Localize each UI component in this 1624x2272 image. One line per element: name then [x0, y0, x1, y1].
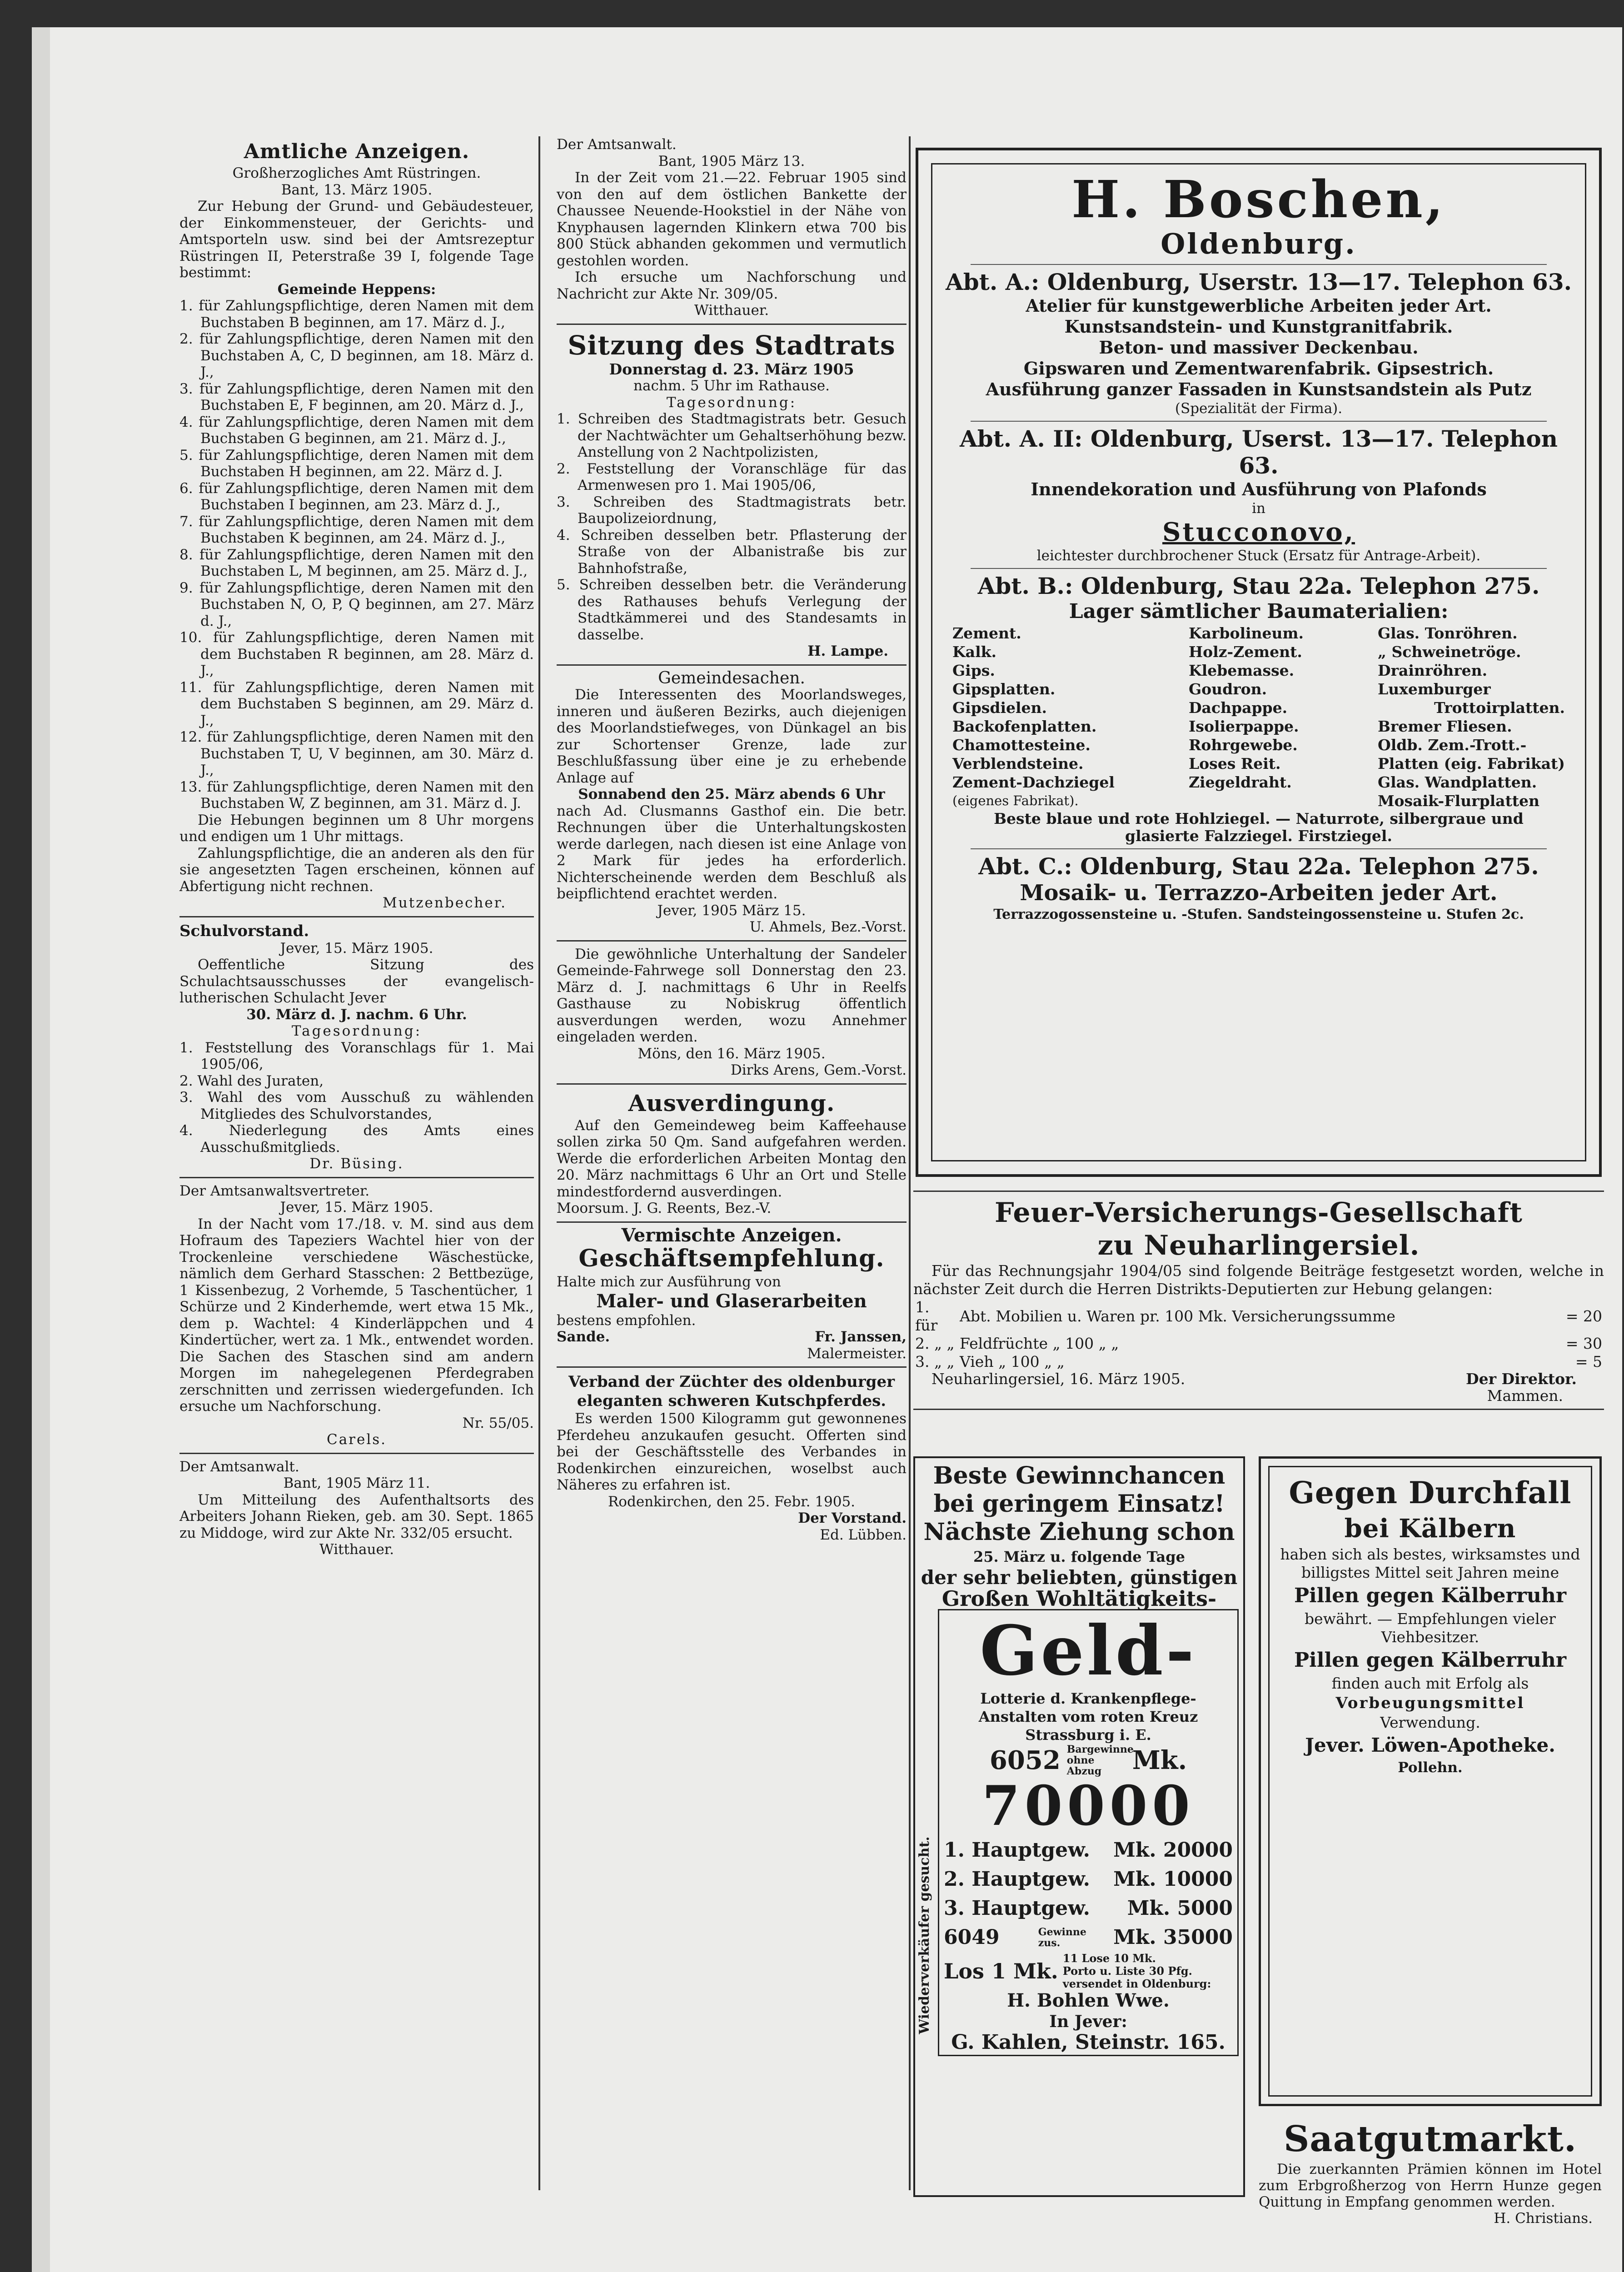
- gesch-role: Malermeister.: [807, 1345, 907, 1362]
- stadtrat-date: Donnerstag d. 23. März 1905: [609, 360, 854, 378]
- gemeinde-heppens: Gemeinde Heppens:: [277, 281, 436, 298]
- list-item: Glas. Tonröhren.: [1377, 624, 1518, 642]
- anwalt2-text: Um Mitteilung des Aufenthaltsorts des Arbeiters Johann Rieken, geb. am 30. Sept. 1865 zu Middoge, wird zur Akte Nr. 332/05 ersucht.: [179, 1491, 534, 1541]
- feuer-date: Neuharlingersiel, 16. März 1905.: [932, 1370, 1186, 1388]
- schul-agenda-label: Tagesordnung:: [291, 1023, 422, 1039]
- list-item: Dachpappe.: [1188, 699, 1288, 717]
- table-cell: 2. „ „: [915, 1335, 955, 1352]
- list-item: Klebemasse.: [1188, 662, 1295, 679]
- ad-in: in: [1252, 500, 1265, 517]
- gemeinde-text2: nach Ad. Clusmanns Gasthof ein. Die betr. Rechnungen über die Unterhaltungskosten werde darlegen, nach diesen ist eine Anlage von 2 Mark für jedes ha erforderlich. Nichterscheinende werden dem Beschluß als beipflichtend erachtet werden.: [557, 802, 907, 902]
- gesch-place: Sande.: [557, 1329, 610, 1345]
- sandel-text: Die gewöhnliche Unterhaltung der Sandeler Gemeinde-Fahrwege soll Donnerstag den 23. März d. J. nachmittags 6 Uhr in Reelfs Gasthause zu Nobiskrug öffentlich ausverdungen werden, wozu Annehmer eingeladen werden.: [557, 946, 907, 1045]
- list-item: 2. Wahl des Juraten,: [179, 1072, 324, 1089]
- ad-foot: Terrazzogossensteine u. -Stufen. Sandsteingossensteine u. Stufen 2c.: [993, 907, 1524, 922]
- anwalt2-heading: Der Amtsanwalt.: [179, 1458, 299, 1475]
- gemeindesachen-heading: Gemeindesachen.: [658, 668, 805, 688]
- lot-side-label-wrap: [913, 1749, 936, 2122]
- durchfall-text5: Verwendung.: [1380, 1714, 1480, 1731]
- list-item: 10. für Zahlungspflichtige, deren Namen mit dem Buchstaben R beginnen, am 28. März d. J.,: [179, 629, 534, 679]
- durchfall-signature: Pollehn.: [1398, 1759, 1463, 1776]
- verband-signature1: Der Vorstand.: [798, 1510, 907, 1526]
- list-item: Platten (eig. Fabrikat): [1377, 755, 1565, 772]
- list-item: [944, 1894, 1233, 1923]
- divider: [913, 1409, 1604, 1410]
- prize-value: Mk. 10000: [1113, 1868, 1233, 1891]
- list-item: Luxemburger: [1377, 680, 1491, 698]
- ad-line: Beton- und massiver Deckenbau.: [1099, 337, 1419, 358]
- divider: [557, 664, 907, 666]
- column-rule: [538, 136, 540, 2190]
- anwalt3-date: Bant, 1905 März 13.: [658, 153, 805, 169]
- amtliche-anzeigen-heading: Amtliche Anzeigen.: [244, 140, 470, 163]
- feuer-signature2: Mammen.: [1487, 1386, 1563, 1405]
- schul-date: Jever, 15. März 1905.: [280, 940, 433, 957]
- anwalt3-text2: Ich ersuche um Nachforschung und Nachricht zur Akte Nr. 309/05.: [557, 269, 907, 302]
- lot-prizes: [944, 1836, 1233, 1952]
- table-cell: = 5: [1575, 1353, 1602, 1370]
- materials-col-2: [1189, 624, 1304, 810]
- lot-side-label: Wiederverkäufer gesucht.: [917, 1836, 932, 2034]
- durchfall-text1: haben sich als bestes, wirksamstes und billigstes Mittel seit Jahren meine: [1280, 1545, 1580, 1581]
- list-item: „ Schweinetröge.: [1377, 643, 1521, 661]
- geschaeftsempfehlung-heading: Geschäftsempfehlung.: [578, 1245, 885, 1272]
- list-item: Zement-Dachziegel: [952, 773, 1115, 791]
- durchfall-apotheke: Jever. Löwen-Apotheke.: [1305, 1734, 1555, 1756]
- ad-inner-frame: [931, 163, 1586, 1161]
- gesch-name: Fr. Janssen,: [815, 1329, 907, 1345]
- amt-line: Großherzogliches Amt Rüstringen.: [232, 165, 481, 181]
- list-item: 4. Schreiben desselben betr. Pflasterung der Straße von der Albanistraße bis zur Bahnhofstraße,: [557, 527, 907, 577]
- prize-note: Gewinne zus.: [1038, 1926, 1086, 1949]
- anwalt1-date: Jever, 15. März 1905.: [280, 1199, 433, 1216]
- page-content: [179, 136, 1604, 2227]
- divider: [971, 264, 1547, 265]
- ad-line: Innendekoration und Ausführung von Plafonds: [1031, 479, 1487, 499]
- durchfall-text2: bewährt. — Empfehlungen vieler Viehbesitzer.: [1305, 1610, 1556, 1646]
- list-item: Rohrgewebe.: [1188, 736, 1298, 754]
- lot-line5: der sehr beliebten, günstigen: [921, 1566, 1238, 1589]
- feuer-footer: [913, 1371, 1604, 1388]
- feuer-versicherung-notice: [913, 1186, 1604, 1415]
- sandel-signature: Dirks Arens, Gem.-Vorst.: [730, 1062, 907, 1078]
- list-item: 4. Niederlegung des Amts eines Ausschußmitglieds.: [179, 1122, 534, 1156]
- feuer-intro: Für das Rechnungsjahr 1904/05 sind folgende Beiträge festgesetzt worden, welche in nächster Zeit durch die Herren Distrikts-Deputierten zur Hebung gelangen:: [913, 1262, 1604, 1298]
- lot-line7: Lotterie d. Krankenpflege-: [980, 1690, 1196, 1707]
- list-item: 1. Schreiben des Stadtmagistrats betr. Gesuch der Nachtwächter um Gehaltserhöhung bezw. Anstellung von 2 Nachtpolizisten,: [557, 411, 907, 460]
- boschen-city: Oldenburg.: [1161, 227, 1357, 260]
- stadtrat-agenda-label: Tagesordnung:: [666, 394, 797, 411]
- list-item: [944, 1836, 1233, 1865]
- list-item: 3. Wahl des vom Ausschuß zu wählenden Mitgliedes des Schulvorstandes,: [179, 1089, 534, 1122]
- lot-mk: Mk.: [1132, 1745, 1187, 1775]
- durchfall-title: Gegen Durchfall: [1289, 1475, 1572, 1510]
- saatgut-notice: [1259, 2118, 1602, 2227]
- list-item: Verblendsteine.: [952, 755, 1084, 772]
- anwalt1-signature: Carels.: [326, 1431, 387, 1448]
- divider: [971, 421, 1547, 422]
- lot-note: 11 Lose 10 Mk.: [1062, 1952, 1156, 1965]
- lot-main-prize: 70000: [982, 1774, 1195, 1838]
- lot-los-row: [944, 1952, 1233, 1990]
- hebung-signature: Mutzenbecher.: [383, 895, 507, 911]
- lot-los: Los 1 Mk.: [944, 1959, 1058, 1983]
- lot-kahlen: G. Kahlen, Steinstr. 165.: [951, 2031, 1225, 2054]
- list-item: [944, 1865, 1233, 1894]
- ad-note: leichtester durchbrochener Stuck (Ersatz für Antrage-Arbeit).: [1036, 548, 1481, 564]
- table-cell: Vieh „ 100 „ „: [960, 1353, 1065, 1370]
- list-item: Ziegeldraht.: [1188, 773, 1292, 791]
- durchfall-text3: finden auch mit Erfolg als: [1331, 1674, 1529, 1692]
- stadtrat-signature: H. Lampe.: [807, 643, 888, 659]
- gemeinde-text: Die Interessenten des Moorlandsweges, inneren und äußeren Bezirks, auch diejenigen des Moorlandstiefweges, von Dünkagel an bis zur Schortenser Grenze, lade zur Beschlußfassung über eine je zu erhebende Anlage auf: [557, 687, 907, 786]
- list-item: Karbolineum.: [1188, 624, 1304, 642]
- abt-a: Abt. A.: Oldenburg, Userstr. 13—17. Telephon 63.: [945, 269, 1572, 295]
- divider: [971, 568, 1547, 569]
- gesch-signature-row: [557, 1329, 907, 1345]
- list-item: 4. für Zahlungspflichtige, deren Namen mit dem Buchstaben G beginnen, am 21. März d. J.,: [179, 414, 534, 447]
- list-item: 7. für Zahlungspflichtige, deren Namen mit dem Buchstaben K beginnen, am 24. März d. J.,: [179, 513, 534, 546]
- list-item: Isolierpappe.: [1188, 717, 1299, 735]
- list-item: 3. Schreiben des Stadtmagistrats betr. Baupolizeiordnung,: [557, 493, 907, 527]
- table-cell: = 20: [1565, 1307, 1602, 1325]
- prize-value: Mk. 5000: [1127, 1897, 1233, 1920]
- table-row: [913, 1353, 1604, 1371]
- divider: [557, 1221, 907, 1223]
- column-rule: [909, 136, 911, 2190]
- prize-value: Mk. 35000: [1113, 1926, 1233, 1949]
- list-item: Loses Reit.: [1188, 755, 1281, 772]
- divider: [179, 916, 534, 917]
- table-cell: Feldfrüchte „ 100 „ „: [960, 1335, 1119, 1352]
- lotterie-advertisement: [913, 1456, 1245, 2197]
- feuer-signature1: Der Direktor.: [1466, 1370, 1577, 1388]
- lot-line8: Anstalten vom roten Kreuz: [978, 1708, 1198, 1725]
- gemeinde-date: Jever, 1905 März 15.: [657, 902, 806, 919]
- abt-b: Abt. B.: Oldenburg, Stau 22a. Telephon 275.: [977, 573, 1540, 599]
- gesch-text: Halte mich zur Ausführung von: [557, 1274, 781, 1290]
- divider: [557, 324, 907, 325]
- list-item: [944, 1923, 1233, 1952]
- saatgut-title: Saatgutmarkt.: [1283, 2118, 1577, 2160]
- list-item: 3. für Zahlungspflichtige, deren Namen mit den Buchstaben E, F beginnen, am 20. März d. J.,: [179, 380, 534, 414]
- list-item: Oldb. Zem.-Trott.-: [1377, 736, 1527, 754]
- hebung-note: Zahlungspflichtige, die an anderen als den für sie angesetzten Tagen erscheinen, können auf Abfertigung nicht rechnen.: [179, 845, 534, 895]
- gesch-text2: bestens empfohlen.: [557, 1312, 696, 1329]
- anwalt2-signature: Witthauer.: [319, 1541, 394, 1558]
- ausverdingung-heading: Ausverdingung.: [628, 1089, 835, 1116]
- prize-label: 6049: [944, 1926, 1000, 1949]
- feuer-title2: zu Neuharlingersiel.: [1097, 1230, 1420, 1261]
- prize-label: 1. Hauptgew.: [944, 1839, 1090, 1862]
- list-item-note: (eigenes Fabrikat).: [952, 793, 1079, 808]
- divider: [557, 940, 907, 942]
- divider: [179, 1177, 534, 1178]
- anwalt3-text: In der Zeit vom 21.—22. Februar 1905 sind von den auf dem östlichen Bankette der Chaussee Neuende-Hookstiel in der Nähe von Knyphausen lagernden Klinkern etwa 700 bis 800 Stück abhanden gekommen und vermutlich gestohlen worden.: [557, 169, 907, 269]
- saatgut-signature: H. Christians.: [1494, 2210, 1593, 2227]
- schulvorstand-heading: Schulvorstand.: [179, 922, 309, 940]
- list-item: 5. Schreiben desselben betr. die Veränderung des Rathauses behufs Verlegung der Stadtkämmerei und des Standesamts in dasselbe.: [557, 577, 907, 643]
- list-item: Gips.: [952, 662, 995, 679]
- anwalt1-text: In der Nacht vom 17./18. v. M. sind aus dem Hofraum des Tapeziers Wachtel hier von der Trockenleine verschiedene Wäschestücke, nämlich dem Gerhard Stasschen: 2 Bettbezüge, 1 Kissenbezug, 2 Vorhemde, 5 Taschentücher, 1 Schürze und 2 Kinderhemde, wert etwa 15 Mk., dem p. Wachtel: 4 Kinderläppchen und 4 Kindertücher, wert za. 1 Mk., entwendet worden. Die Sachen des Staschen sind am andern Morgen im nahegelegenen Pferdegraben zerschnitten und zerrissen wiedergefunden. Ich ersuche um Nachforschung.: [179, 1216, 534, 1415]
- list-item: 13. für Zahlungspflichtige, deren Namen mit den Buchstaben W, Z beginnen, am 31. März d. J.: [179, 778, 534, 812]
- lot-line9: Strassburg i. E.: [1025, 1726, 1151, 1744]
- verband-heading: Verband der Züchter des oldenburger eleganten schweren Kutschpferdes.: [568, 1373, 895, 1410]
- prize-label: 3. Hauptgew.: [944, 1897, 1090, 1920]
- boschen-title: H. Boschen,: [1071, 170, 1446, 229]
- ad-foot: glasierte Falzziegel. Firstziegel.: [1125, 827, 1392, 845]
- list-item: 11. für Zahlungspflichtige, deren Namen mit dem Buchstaben S beginnen, am 29. März d. J.,: [179, 679, 534, 729]
- list-item: Kalk.: [952, 643, 996, 661]
- list-item: Bremer Fliesen.: [1377, 717, 1512, 735]
- ad-foot: Beste blaue und rote Hohlziegel. — Naturrote, silbergraue und: [994, 810, 1524, 827]
- lot-inner: [938, 1609, 1239, 2056]
- boschen-advertisement: [916, 148, 1602, 1177]
- stadtrat-time: nachm. 5 Uhr im Rathause.: [633, 378, 830, 394]
- list-item: Gipsdielen.: [952, 699, 1047, 717]
- verband-signature2: Ed. Lübben.: [820, 1526, 907, 1543]
- abt-a2: Abt. A. II: Oldenburg, Userst. 13—17. Telephon 63.: [959, 425, 1558, 479]
- lot-note: Porto u. Liste 30 Pfg.: [1062, 1964, 1192, 1978]
- lot-line1: Beste Gewinnchancen: [933, 1462, 1225, 1490]
- schul-intro: Oeffentliche Sitzung des Schulachtsausschusses der evangelisch-lutherischen Schulacht Jever: [179, 957, 534, 1006]
- lot-line4: 25. März u. folgende Tage: [973, 1548, 1186, 1565]
- table-row: [913, 1298, 1604, 1335]
- amt-intro: Zur Hebung der Grund- und Gebäudesteuer, der Einkommensteuer, der Gerichts- und Amtsporteln usw. sind bei der Amtsrezeptur Rüstringen II, Peterstraße 39 I, folgende Tage bestimmt:: [179, 198, 534, 281]
- ausv-text: Auf den Gemeindeweg beim Kaffeehause sollen zirka 50 Qm. Sand aufgefahren werden. Werde die erforderlichen Arbeiten Montag den 20. März nachmittags 6 Uhr an Ort und Stelle mindestfordernd ausverdingen.: [557, 1117, 907, 1200]
- verband-text: Es werden 1500 Kilogramm gut gewonnenes Pferdeheu anzukaufen gesucht. Offerten sind bei der Geschäftsstelle des Verbandes in Rodenkirchen einzureichen, woselbst auch Näheres zu erfahren ist.: [557, 1410, 907, 1493]
- anwalt1-number: Nr. 55/05.: [462, 1415, 534, 1431]
- divider: [557, 1083, 907, 1085]
- lot-los-notes: [1063, 1952, 1211, 1990]
- gesch-trade: Maler- und Glaserarbeiten: [596, 1290, 867, 1312]
- list-item: 9. für Zahlungspflichtige, deren Namen mit den Buchstaben N, O, P, Q beginnen, am 27. März d. J.,: [179, 579, 534, 629]
- list-item: Mosaik-Flurplatten: [1377, 792, 1540, 810]
- lot-count-row: [944, 1744, 1233, 1777]
- feuer-title1: Feuer-Versicherungs-Gesellschaft: [995, 1197, 1523, 1229]
- gemeinde-time: Sonnabend den 25. März abends 6 Uhr: [578, 786, 885, 802]
- column-1: [179, 136, 534, 2199]
- stucconovo: Stucconovo,: [1162, 517, 1355, 547]
- list-item: 1. für Zahlungspflichtige, deren Namen mit dem Buchstaben B beginnen, am 17. März d. J.,: [179, 298, 534, 331]
- ad-line: Atelier für kunstgewerbliche Arbeiten jeder Art.: [1026, 295, 1492, 316]
- list-item: 2. Feststellung der Voranschläge für das Armenwesen pro 1. Mai 1905/06,: [557, 460, 907, 493]
- column-3: [913, 136, 1604, 2227]
- durchfall-inner: [1268, 1466, 1592, 2097]
- table-cell: Abt. Mobilien u. Waren pr. 100 Mk. Versicherungssumme: [960, 1307, 1395, 1325]
- ausv-signature: Moorsum. J. G. Reents, Bez.-V.: [557, 1200, 772, 1216]
- anwalt2-date: Bant, 1905 März 11.: [283, 1475, 430, 1491]
- saatgut-text: Die zuerkannten Prämien können im Hotel zum Erbgroßherzog von Herrn Hunze gegen Quittung in Empfang genommen werden.: [1259, 2161, 1602, 2210]
- table-cell: 3. „ „: [915, 1353, 955, 1370]
- ad-line: Gipswaren und Zementwarenfabrik. Gipsestrich.: [1023, 358, 1494, 379]
- list-item: 8. für Zahlungspflichtige, deren Namen mit den Buchstaben L, M beginnen, am 25. März d. J.,: [179, 546, 534, 579]
- lot-count-note: Bargewinne ohne Abzug: [1066, 1744, 1134, 1777]
- list-item: Backofenplatten.: [952, 717, 1097, 735]
- divider: [557, 1366, 907, 1368]
- prize-value: Mk. 20000: [1113, 1839, 1233, 1862]
- list-item: 12. für Zahlungspflichtige, deren Namen mit den Buchstaben T, U, V beginnen, am 30. März d. J.,: [179, 729, 534, 778]
- materials-col-3: [1378, 624, 1565, 810]
- hebungen-list: [179, 298, 534, 812]
- table-cell: = 30: [1565, 1335, 1602, 1352]
- list-item: Chamottesteine.: [952, 736, 1091, 754]
- gemeinde-signature: U. Ahmels, Bez.-Vorst.: [749, 919, 907, 935]
- list-item: 5. für Zahlungspflichtige, deren Namen mit dem Buchstaben H beginnen, am 22. März d. J.: [179, 447, 534, 480]
- ad-lager: Lager sämtlicher Baumaterialien:: [1069, 600, 1449, 623]
- stadtrat-heading: Sitzung des Stadtrats: [568, 329, 896, 361]
- sandel-date: Möns, den 16. März 1905.: [638, 1045, 826, 1062]
- table-cell: 1. für: [915, 1298, 938, 1334]
- column-2: [557, 136, 907, 2199]
- list-item: Drainröhren.: [1377, 662, 1488, 679]
- verband-date: Rodenkirchen, den 25. Febr. 1905.: [608, 1493, 856, 1510]
- ad-speciality: (Spezialität der Firma).: [1175, 400, 1343, 417]
- durchfall-advertisement: [1259, 1456, 1602, 2106]
- list-item: 6. für Zahlungspflichtige, deren Namen mit dem Buchstaben I beginnen, am 23. März d. J.,: [179, 480, 534, 513]
- divider: [913, 1191, 1604, 1192]
- durchfall-text4: Vorbeugungsmittel: [1335, 1694, 1525, 1712]
- list-item: Holz-Zement.: [1188, 643, 1302, 661]
- list-item: 1. Feststellung des Voranschlags für 1. Mai 1905/06,: [179, 1039, 534, 1072]
- lot-geld: Geld-: [980, 1611, 1197, 1691]
- table-row: [913, 1335, 1604, 1353]
- hebung-time: Die Hebungen beginnen um 8 Uhr morgens und endigen um 1 Uhr mittags.: [179, 812, 534, 845]
- list-item: Trottoirplatten.: [1434, 699, 1565, 717]
- lot-jever: In Jever:: [1049, 2012, 1127, 2031]
- materials-col-1: [952, 624, 1115, 810]
- prize-label: 2. Hauptgew.: [944, 1868, 1090, 1891]
- anwalt1-heading: Der Amtsanwaltsvertreter.: [179, 1182, 370, 1199]
- ad-line: Ausführung ganzer Fassaden in Kunstsandstein als Putz: [986, 379, 1532, 399]
- anwalt3-signature: Witthauer.: [694, 302, 769, 319]
- lot-count: 6052: [989, 1745, 1061, 1775]
- schul-time: 30. März d. J. nachm. 6 Uhr.: [246, 1006, 467, 1023]
- anwalt3-heading: Der Amtsanwalt.: [557, 136, 677, 153]
- ad-line: Kunstsandstein- und Kunstgranitfabrik.: [1064, 316, 1453, 337]
- amt-date: Bant, 13. März 1905.: [281, 181, 433, 198]
- list-item: Goudron.: [1188, 680, 1267, 698]
- durchfall-subtitle: bei Kälbern: [1344, 1514, 1516, 1544]
- lot-note: versendet in Oldenburg:: [1062, 1977, 1211, 1990]
- list-item: Zement.: [952, 624, 1021, 642]
- ad-line: Mosaik- u. Terrazzo-Arbeiten jeder Art.: [1020, 880, 1498, 906]
- list-item: Gipsplatten.: [952, 680, 1056, 698]
- abt-c: Abt. C.: Oldenburg, Stau 22a. Telephon 275.: [978, 853, 1539, 880]
- divider: [179, 1453, 534, 1454]
- lot-vendor: H. Bohlen Wwe.: [1007, 1990, 1170, 2011]
- durchfall-pill2: Pillen gegen Kälberruhr: [1294, 1649, 1567, 1672]
- durchfall-pill1: Pillen gegen Kälberruhr: [1294, 1584, 1567, 1607]
- lot-line6: Großen Wohltätigkeits-: [942, 1586, 1217, 1611]
- schul-signature: Dr. Büsing.: [309, 1156, 404, 1172]
- lot-line2: bei geringem Einsatz!: [933, 1490, 1225, 1518]
- list-item: Glas. Wandplatten.: [1377, 773, 1537, 791]
- lot-line3: Nächste Ziehung schon: [923, 1518, 1235, 1546]
- feuer-table: [913, 1298, 1604, 1371]
- divider: [971, 848, 1547, 849]
- vermischte-heading: Vermischte Anzeigen.: [621, 1224, 842, 1246]
- materials-grid: [943, 624, 1574, 810]
- list-item: 2. für Zahlungspflichtige, deren Namen mit den Buchstaben A, C, D beginnen, am 18. März d. J.,: [179, 331, 534, 380]
